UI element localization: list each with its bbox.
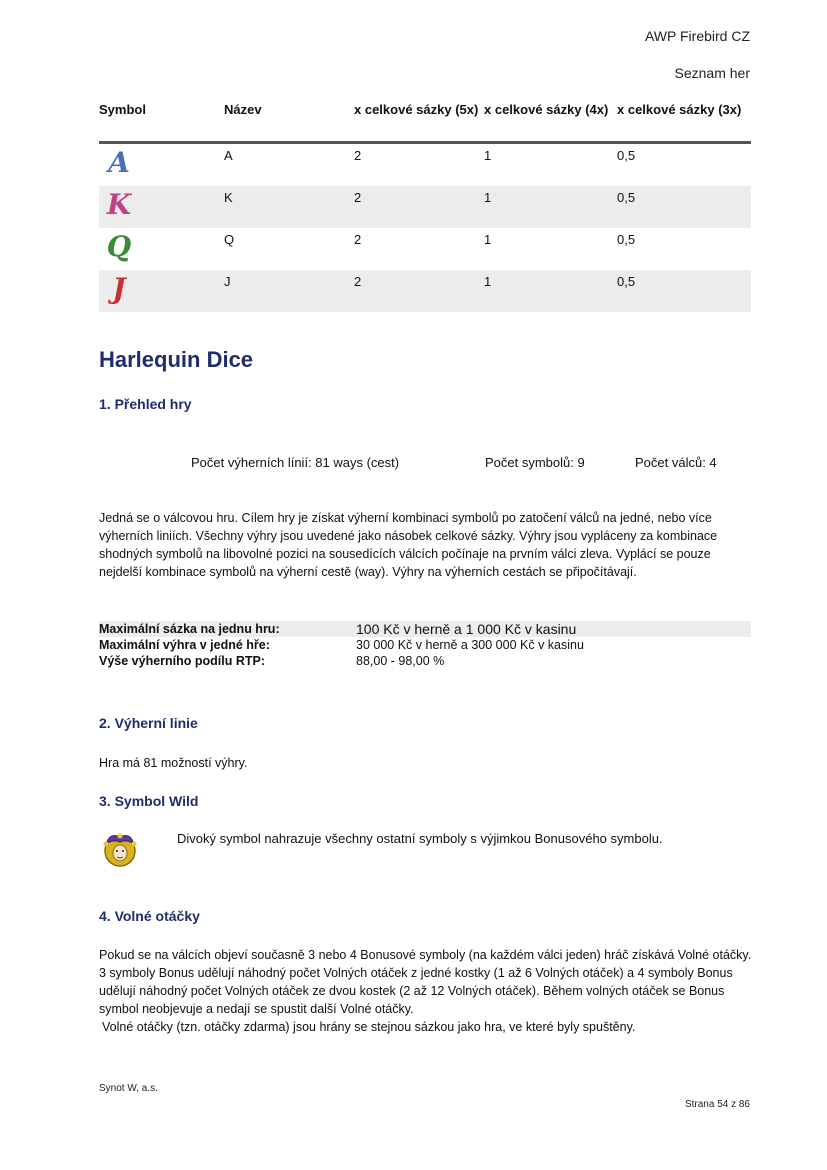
table-row <box>99 228 751 270</box>
cell-x5: 2 <box>354 186 484 228</box>
cell-x4: 1 <box>484 186 617 228</box>
reels-info: Počet válců: 4 <box>635 455 717 470</box>
cell-x3: 0,5 <box>617 186 751 228</box>
heading-overview: 1. Přehled hry <box>99 396 192 412</box>
cell-x3: 0,5 <box>617 232 636 247</box>
limits-row <box>99 637 751 653</box>
lines-info: Počet výherních línií: 81 ways (cest) <box>191 455 400 470</box>
heading-paylines: 2. Výherní linie <box>99 715 198 731</box>
cell-x3: 0,5 <box>617 148 636 163</box>
paytable <box>99 101 751 312</box>
limits-table <box>99 621 751 669</box>
limit-value: 100 Kč v herně a 1 000 Kč v kasinu <box>356 621 751 637</box>
limit-label: Maximální sázka na jednu hru: <box>99 621 356 637</box>
symbol-q-icon: Q <box>106 230 132 263</box>
footer-company: Synot W, a.s. <box>99 1083 158 1094</box>
cell-x5: 2 <box>354 148 362 163</box>
cell-name: A <box>224 148 233 163</box>
paytable-header-row <box>99 101 751 143</box>
table-row <box>99 143 751 187</box>
wild-jester-icon <box>100 828 140 868</box>
limit-label: Výše výherního podílu RTP: <box>99 654 265 668</box>
cell-name: K <box>224 186 354 228</box>
table-row <box>99 270 751 312</box>
heading-wild: 3. Symbol Wild <box>99 793 199 809</box>
cell-x4: 1 <box>484 270 617 312</box>
paylines-text: Hra má 81 možností výhry. <box>99 756 248 770</box>
cell-x3: 0,5 <box>617 270 751 312</box>
col-x4: x celkové sázky (4x) <box>484 101 617 143</box>
free-spins-text-2: Volné otáčky (tzn. otáčky zdarma) jsou hrány se stejnou sázkou jako hra, ve které byly spuštěny. <box>102 1020 636 1034</box>
header-company: AWP Firebird CZ <box>644 28 750 44</box>
header-section: Seznam her <box>674 65 750 81</box>
cell-x4: 1 <box>484 148 492 163</box>
heading-free-spins: 4. Volné otáčky <box>99 908 200 924</box>
cell-name: Q <box>224 232 235 247</box>
cell-x5: 2 <box>354 270 484 312</box>
limit-value: 30 000 Kč v herně a 300 000 Kč v kasinu <box>356 638 584 652</box>
col-symbol: Symbol <box>99 101 224 143</box>
symbol-j-icon: J <box>112 272 126 305</box>
overview-description: Jedná se o válcovou hru. Cílem hry je získat výherní kombinaci symbolů po zatočení válců na jedné, nebo více výherních liniích. Všechny výhry jsou uvedené jako násobek celkové sázky. Výhry jsou vypláceny za kombinace shodných symbolů na libovolné pozici na sousedících válcích počínaje na prvním válci zleva. Vyplácí se pouze nejdelší kombinace symbolů na výherní cestě (way). Výhry na výherních cestách se připočítávají. <box>99 511 718 579</box>
cell-name: J <box>224 270 354 312</box>
game-title: Harlequin Dice <box>99 347 254 372</box>
cell-x4: 1 <box>484 232 492 247</box>
limit-label: Maximální výhra v jedné hře: <box>99 638 270 652</box>
limits-row <box>99 621 751 637</box>
cell-x5: 2 <box>354 232 362 247</box>
limit-value: 88,00 - 98,00 % <box>356 654 445 668</box>
col-name: Název <box>224 101 354 143</box>
footer-page-number: Strana 54 z 86 <box>684 1099 750 1110</box>
limits-row <box>99 653 751 669</box>
symbol-a-icon: A <box>108 146 130 179</box>
col-x5: x celkové sázky (5x) <box>354 101 484 143</box>
free-spins-text: Pokud se na válcích objeví současně 3 nebo 4 Bonusové symboly (na každém válci jeden) hráč získává Volné otáčky. 3 symboly Bonus udělují náhodný počet Volných otáček z jedné kostky (1 až 6 Volných otáček) a 4 symboly Bonus udělují náhodný počet Volných otáček ze dvou kostek (2 až 12 Volných otáček). Během volných otáček se Bonus symbol neobjevuje a nedají se spustit další Volné otáčky. <box>99 948 752 1016</box>
wild-text: Divoký symbol nahrazuje všechny ostatní symboly s výjimkou Bonusového symbolu. <box>177 831 663 846</box>
symbols-info: Počet symbolů: 9 <box>485 455 585 470</box>
table-row <box>99 186 751 228</box>
symbol-k-icon: K <box>106 188 132 221</box>
col-x3: x celkové sázky (3x) <box>617 101 751 143</box>
